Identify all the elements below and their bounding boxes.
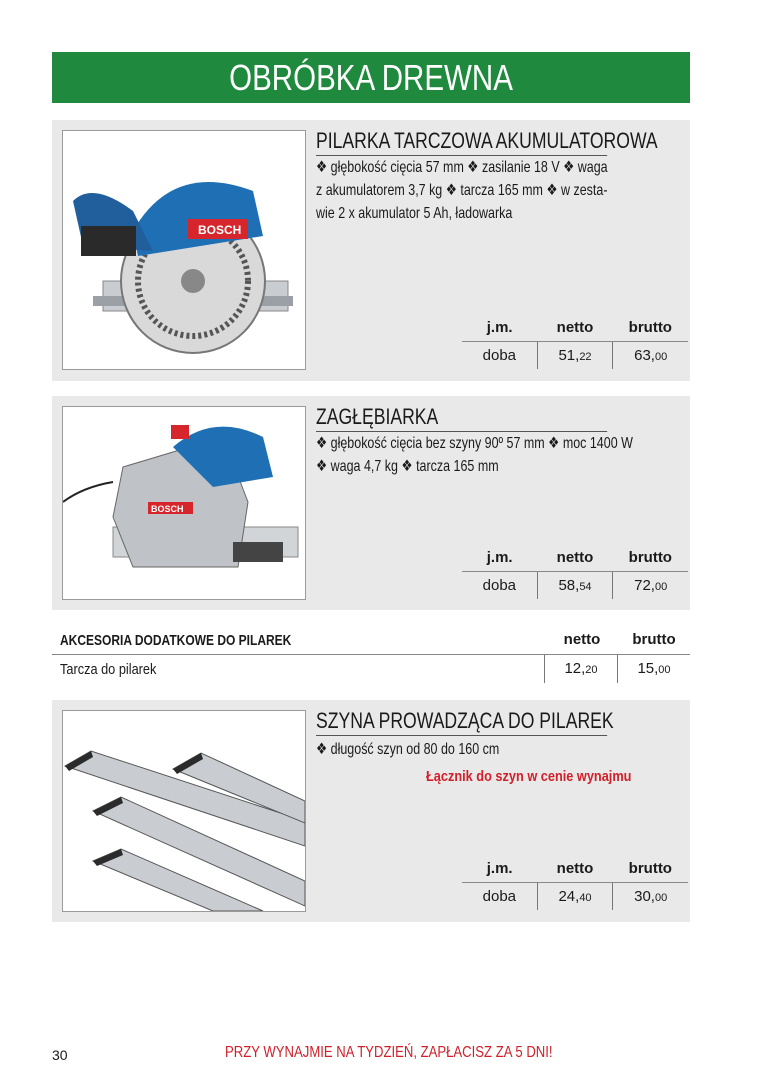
netto-value: 58,54 [538, 572, 614, 599]
accessories-table [52, 626, 690, 683]
brutto-value: 72,00 [634, 577, 668, 594]
product-title: SZYNA PROWADZĄCA DO PILAREK [316, 708, 607, 736]
product-card-circular-saw [52, 120, 690, 381]
price-table [462, 314, 688, 369]
price-table-header [462, 544, 688, 572]
description-line: ❖ waga 4,7 kg ❖ tarcza 165 mm [316, 458, 499, 475]
header-unit: j.m. [486, 549, 513, 566]
accessory-name: Tarcza do pilarek [60, 660, 157, 678]
description-line: wie 2 x akumulator 5 Ah, ładowarka [316, 205, 513, 222]
header-brutto: brutto [628, 549, 672, 566]
product-image-plunge-saw [62, 406, 306, 600]
header-unit: j.m. [486, 319, 513, 336]
price-table-row [462, 342, 688, 369]
footer-promo: PRZY WYNAJMIE NA TYDZIEŃ, ZAPŁACISZ ZA 5 DNI! [225, 1044, 553, 1061]
brutto-value: 15,00 [617, 655, 690, 683]
header-brutto: brutto [632, 631, 676, 648]
product-card-plunge-saw [52, 396, 690, 610]
description-line: ❖ głębokość cięcia bez szyny 90º 57 mm ❖ moc 1400 W [316, 435, 633, 452]
product-card-guide-rail [52, 700, 690, 922]
netto-value: 24,40 [538, 883, 614, 910]
product-title: ZAGŁĘBIARKA [316, 404, 607, 432]
product-image-circular-saw [62, 130, 306, 370]
header-netto: netto [556, 549, 594, 566]
brand-label: BOSCH [151, 504, 184, 514]
header-netto: netto [556, 319, 594, 336]
section-header [52, 52, 690, 103]
unit-value: doba [462, 572, 538, 599]
product-image-guide-rail [62, 710, 306, 912]
description-line: ❖ długość szyn od 80 do 160 cm [316, 741, 500, 758]
unit-value: doba [462, 883, 538, 910]
description-line: ❖ głębokość cięcia 57 mm ❖ zasilanie 18 V ❖ waga [316, 159, 608, 176]
price-table-row [462, 883, 688, 910]
section-title: OBRÓBKA DREWNA [229, 56, 513, 98]
accessories-title: AKCESORIA DODATKOWE DO PILAREK [60, 631, 292, 649]
price-table [462, 544, 688, 599]
header-netto: netto [556, 860, 594, 877]
brutto-value: 30,00 [634, 888, 668, 905]
description-line: z akumulatorem 3,7 kg ❖ tarcza 165 mm ❖ w zesta- [316, 182, 608, 199]
page-number: 30 [52, 1047, 68, 1063]
price-table [462, 855, 688, 910]
brutto-value: 63,00 [634, 347, 668, 364]
brand-label: BOSCH [198, 223, 242, 237]
unit-value: doba [462, 342, 538, 369]
product-description [316, 738, 675, 761]
price-table-header [462, 855, 688, 883]
header-netto: netto [563, 631, 601, 648]
netto-value: 12,20 [544, 655, 617, 683]
accessory-row [52, 655, 690, 683]
price-table-row [462, 572, 688, 599]
header-brutto: brutto [628, 319, 672, 336]
product-description [316, 156, 675, 225]
netto-value: 51,22 [538, 342, 614, 369]
header-unit: j.m. [486, 860, 513, 877]
price-table-header [462, 314, 688, 342]
accessories-header [52, 626, 690, 655]
product-note: Łącznik do szyn w cenie wynajmu [426, 768, 632, 785]
header-brutto: brutto [628, 860, 672, 877]
product-description [316, 432, 675, 478]
product-title: PILARKA TARCZOWA AKUMULATOROWA [316, 128, 607, 156]
